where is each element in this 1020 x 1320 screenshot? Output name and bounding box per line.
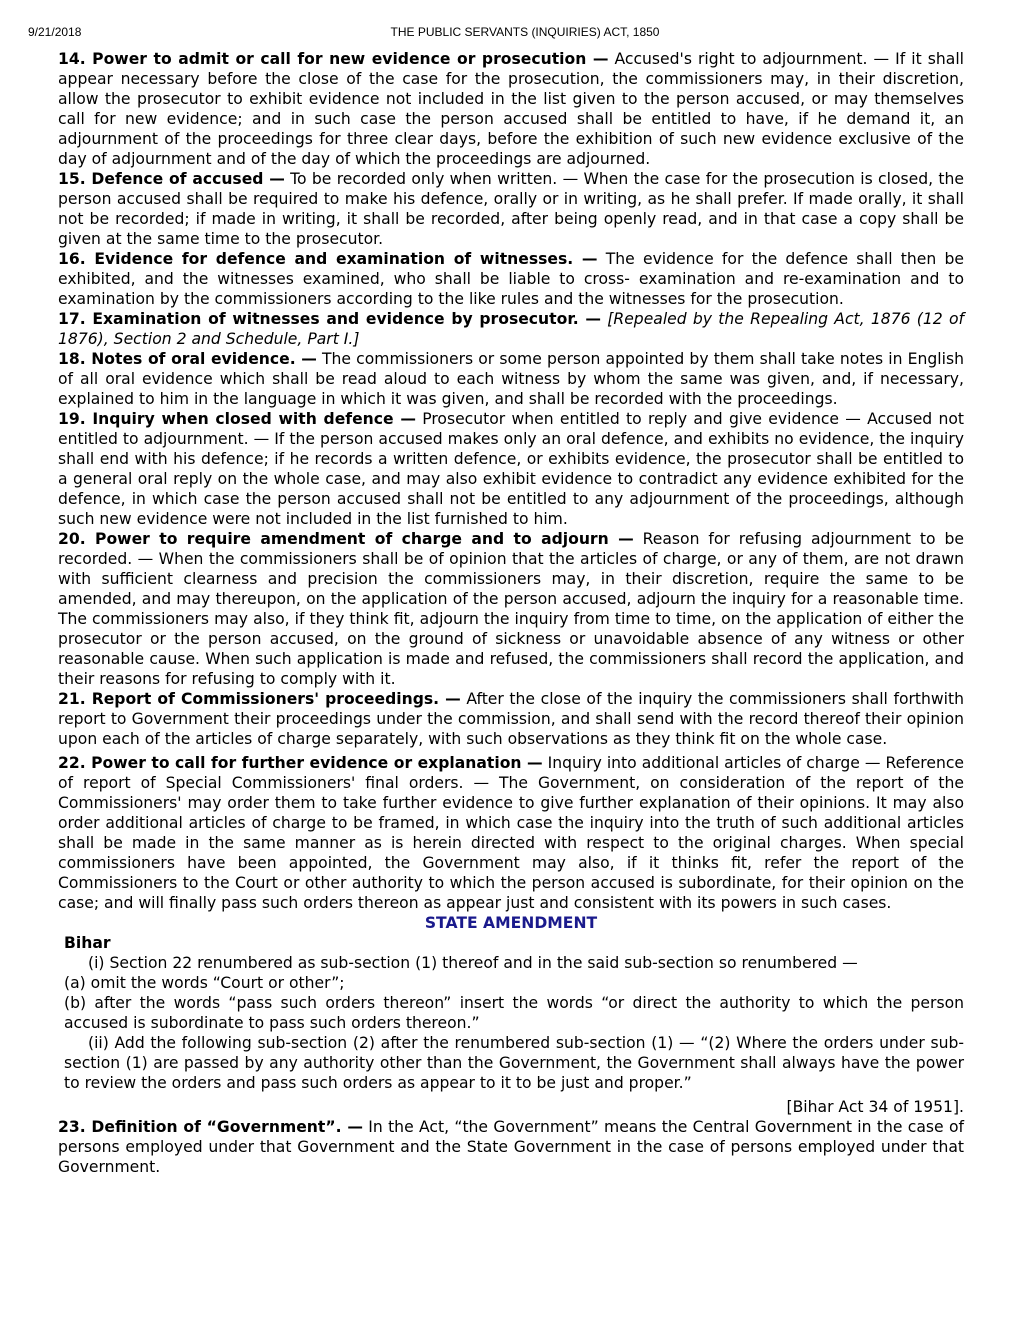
section-title: 14. Power to admit or call for new evidence or prosecution —: [58, 50, 609, 68]
amendment-citation: [Bihar Act 34 of 1951].: [786, 1098, 964, 1116]
state-name: Bihar: [64, 934, 111, 952]
section-body: [Repealed by the Repealing Act, 1876 (12 of 1876), Section 2 and Schedule, Part I.]: [58, 310, 964, 348]
section-body: To be recorded only when written. — When the case for the prosecution is closed, the person accused shall be required to make his defence, orally or in writing, as he shall prefer. If made orally, it shall not be recorded; if made in writing, it shall be recorded, after being openly read, and in that case a copy shall be given at the same time to the prosecutor.: [58, 170, 964, 248]
document-title: THE PUBLIC SERVANTS (INQUIRIES) ACT, 1850: [390, 25, 660, 39]
amendment-item-a: (a) omit the words “Court or other”;: [64, 974, 345, 992]
section-title: 17. Examination of witnesses and evidence by prosecutor. —: [58, 310, 602, 328]
section-16: [58, 249, 964, 309]
section-body: After the close of the inquiry the commissioners shall forthwith report to Government their proceedings under the commission, and shall send with the record thereof their opinion upon each of the articles of charge separately, with such observations as they think fit on the whole case.: [58, 690, 964, 748]
section-body: The evidence for the defence shall then be exhibited, and the witnesses examined, who shall be liable to cross- examination and re-examination and to examination by the commissioners according to the like rules and the witnesses for the prosecution.: [58, 250, 964, 308]
section-title: 18. Notes of oral evidence. —: [58, 350, 317, 368]
section-body: Reason for refusing adjournment to be recorded. — When the commissioners shall be of opinion that the articles of charge, or any of them, are not drawn with sufficient clearness and precision the commissioners may, in their discretion, require the same to be amended, and may thereupon, on the application of the person accused, adjourn the inquiry for a reasonable time. The commissioners may also, if they think fit, adjourn the inquiry from time to time, on the application of either the prosecutor or the person accused, on the ground of sickness or unavoidable absence of any witness or other reasonable cause. When such application is made and refused, the commissioners shall record the application, and their reasons for refusing to comply with it.: [58, 530, 964, 688]
section-body: In the Act, “the Government” means the Central Government in the case of persons employed under that Government and the State Government in the case of persons employed under that Government.: [58, 1118, 964, 1176]
section-18: [58, 349, 964, 409]
section-body: Prosecutor when entitled to reply and give evidence — Accused not entitled to adjournment. — If the person accused makes only an oral defence, and exhibits no evidence, the inquiry shall end with his defence; if he records a written defence, or exhibits evidence, the prosecutor shall be entitled to a general oral reply on the whole case, and may also exhibit evidence to contradict any evidence exhibited for the defence, in which case the person accused shall not be entitled to any adjournment of the proceedings, although such new evidence were not included in the list furnished to him.: [58, 410, 965, 528]
section-21: [58, 689, 964, 749]
section-title: 22. Power to call for further evidence or explanation —: [58, 754, 543, 772]
amendment-item-ii: (ii) Add the following sub-section (2) after the renumbered sub-section (1) — “(2) Where the orders under sub-section (1) are passed by any authority other than the Government, the Government shall always have the power to review the orders and pass such orders as appear to it to be just and proper.”: [64, 1034, 964, 1092]
amendment-item-b: (b) after the words “pass such orders thereon” insert the words “or direct the authority to which the person accused is subordinate to pass such orders thereon.”: [64, 994, 964, 1032]
section-title: 23. Definition of “Government”. —: [58, 1118, 363, 1136]
section-title: 21. Report of Commissioners' proceedings. —: [58, 690, 461, 708]
section-title: 19. Inquiry when closed with defence —: [58, 410, 416, 428]
section-23: [58, 1117, 964, 1177]
section-title: 15. Defence of accused —: [58, 170, 285, 188]
section-22: [58, 753, 964, 913]
section-title: 20. Power to require amendment of charge and to adjourn —: [58, 530, 634, 548]
section-body: Inquiry into additional articles of charge — Reference of report of Special Commissioners' final orders. — The Government, on consideration of the report of the Commissioners' may order them to take further evidence to give further explanation of their opinions. It may also order additional articles of charge to be framed, in which case the inquiry into the truth of such additional articles shall be made in the same manner as is herein directed with respect to the original charges. When special commissioners have been appointed, the Government may also, if it thinks fit, refer the report of the Commissioners to the Court or other authority to which the person accused is subordinate, for their opinion on the case; and will finally pass such orders thereon as appear just and consistent with its powers in such cases.: [58, 754, 965, 912]
sections-list: [58, 49, 964, 913]
section-title: 16. Evidence for defence and examination of witnesses. —: [58, 250, 598, 268]
state-amendment-heading: STATE AMENDMENT: [424, 914, 598, 932]
section-15: [58, 169, 964, 249]
section-body: Accused's right to adjournment. — If it shall appear necessary before the close of the case for the prosecution, the commissioners may, in their discretion, allow the prosecutor to exhibit evidence not included in the list given to the person accused, or may themselves call for new evidence; and in such case the person accused shall be entitled to have, if he demand it, an adjournment of the proceedings for three clear days, before the exhibition of such new evidence exclusive of the day of adjournment and of the day of which the proceedings are adjourned.: [58, 50, 965, 168]
section-14: [58, 49, 964, 169]
amendment-item-i: (i) Section 22 renumbered as sub-section (1) thereof and in the said sub-section so renumbered —: [88, 954, 858, 972]
section-body: The commissioners or some person appointed by them shall take notes in English of all oral evidence which shall be read aloud to each witness by whom the same was given, and, if necessary, explained to him in the language in which it was given, and shall be recorded with the proceedings.: [58, 350, 964, 408]
print-date: 9/21/2018: [28, 25, 82, 39]
section-17: [58, 309, 964, 349]
section-20: [58, 529, 964, 689]
section-19: [58, 409, 964, 529]
document-body: [58, 49, 964, 1177]
